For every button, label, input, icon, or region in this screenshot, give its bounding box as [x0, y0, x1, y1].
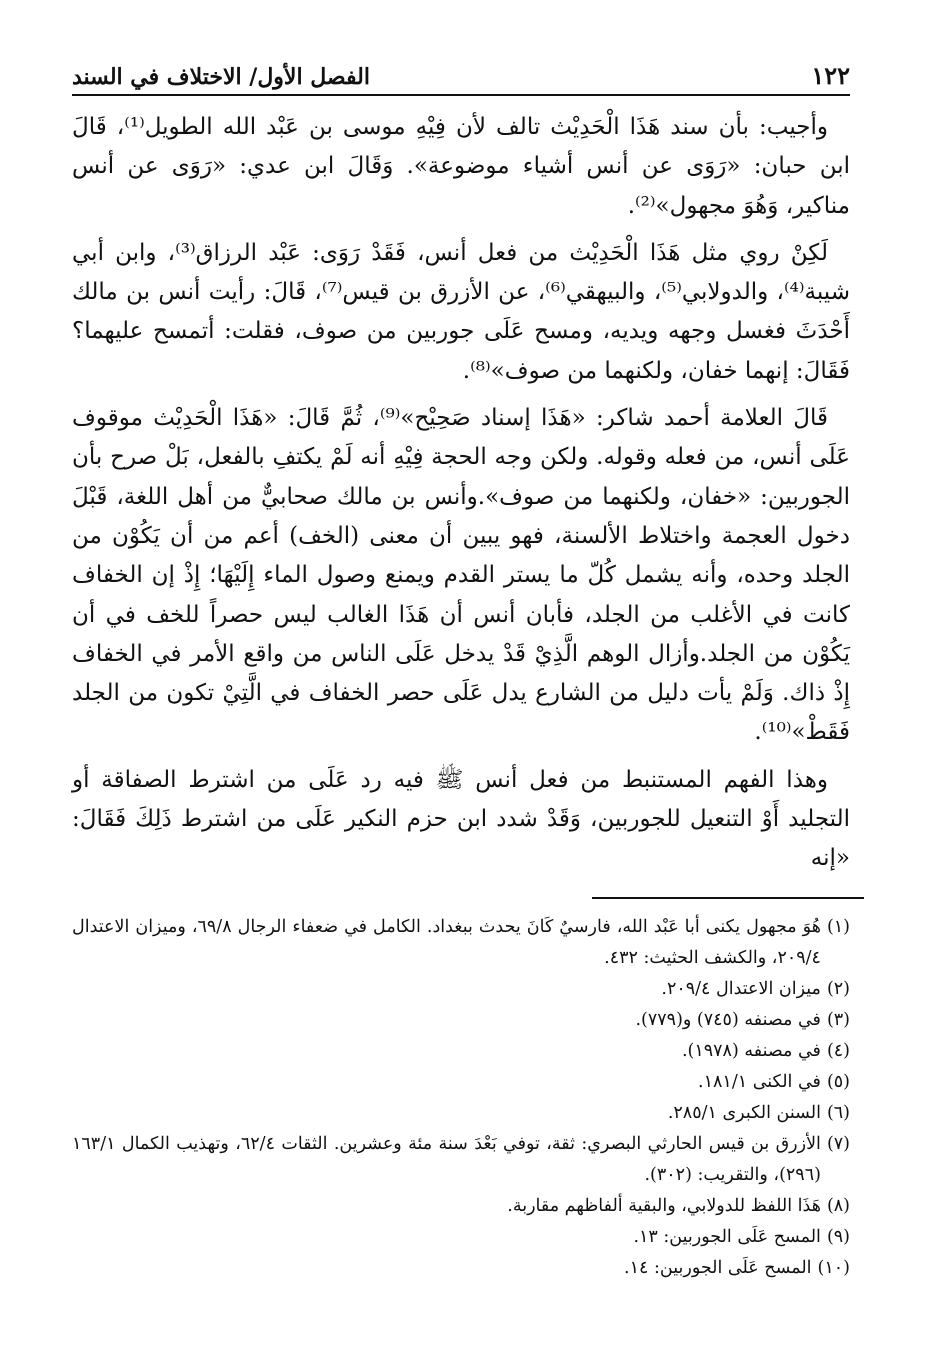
footnote-text: ميزان الاعتدال ٢٠٩/٤.: [661, 979, 821, 999]
footnote-number: (٧): [826, 1134, 850, 1154]
footnote: [72, 1191, 850, 1222]
footnote-number: (٢): [826, 979, 850, 999]
footnote: [72, 912, 850, 974]
footnote-text: الأزرق بن قيس الحارثي البصري: ثقة، توفي بَعْدَ سنة مئة وعشرين. الثقات ٦٢/٤، وتهذيب الكمال ١٦٣/١ (٢٩٦)، والتقريب: (٣٠٢).: [72, 1134, 821, 1185]
footnote-number: (٩): [826, 1227, 850, 1247]
footnote-text: المسح عَلَى الجوربين: ١٣.: [633, 1227, 821, 1247]
paragraph: قَالَ العلامة أحمد شاكر: «هَذَا إسناد صَحِيْح»⁽⁹⁾، ثُمَّ قَالَ: «هَذَا الْحَدِيْث موقوف عَلَى أنس، من فعله وقوله. ولكن وجه الحجة فِيْهِ أنه لَمْ يكتفِ بالفعل، بَلْ صرح بأن الجوربين: «خفان، ولكنهما من صوف».وأنس بن مالك صحابيٌّ من أهل اللغة، قَبْلَ دخول العجمة واختلاط الألسنة، فهو يبين أن معنى (الخف) أعم من أن يَكُوْن من الجلد وحده، وأنه يشمل كُلّ ما يستر القدم ويمنع وصول الماء إِلَيْهَا؛ إِذْ إن الخفاف كانت في الأغلب من الجلد، فأبان أنس أن هَذَا الغالب ليس حصراً للخف في أن يَكُوْن من الجلد.وأزال الوهم الَّذِيْ قَدْ يدخل عَلَى الناس من واقع الأمر في الخفاف إِذْ ذاك. وَلَمْ يأت دليل من الشارع يدل عَلَى حصر الخفاف في الَّتِيْ تكون من الجلد فَقَطْ»⁽¹⁰⁾.: [72, 405, 850, 746]
paragraph: وهذا الفهم المستنبط من فعل أنس ﷺ فيه رد عَلَى من اشترط الصفاقة أو التجليد أَوْ التنعيل للجوربين، وَقَدْ شدد ابن حزم النكير عَلَى من اشترط ذَلِكَ فَقَالَ: «إنه: [72, 766, 850, 872]
footnote: [72, 1067, 850, 1098]
footnote-text: في الكنى ١٨١/١.: [698, 1072, 821, 1092]
page-header: [72, 56, 850, 96]
footnote: [72, 1253, 850, 1284]
footnote: [72, 1129, 850, 1191]
footnote-text: في مصنفه (١٩٧٨).: [681, 1041, 821, 1061]
footnote-number: (٣): [826, 1010, 850, 1030]
footnote-number: (١): [826, 917, 850, 937]
footnote-text: السنن الكبرى ٢٨٥/١.: [667, 1103, 821, 1123]
page-number: ١٢٢: [811, 61, 850, 90]
footnote-number: (٤): [826, 1041, 850, 1061]
footnote: [72, 1098, 850, 1129]
footnote: [72, 1005, 850, 1036]
footnote-divider: [592, 897, 864, 899]
footnote: [72, 1036, 850, 1067]
footnote-text: هَذَا اللفظ للدولابي، والبقية ألفاظهم مقاربة.: [507, 1196, 821, 1216]
footnote: [72, 974, 850, 1005]
footnote-number: (٦): [826, 1103, 850, 1123]
footnote-number: (٥): [826, 1072, 850, 1092]
footnote-number: (٨): [826, 1196, 850, 1216]
main-text: [72, 108, 850, 887]
running-title: الفصل الأول/ الاختلاف في السند: [72, 64, 370, 90]
footnote-text: هُوَ مجهول يكنى أبا عَبْد الله، فارسيٌ كَانَ يحدث ببغداد. الكامل في ضعفاء الرجال ٦٩/٨، وميزان الاعتدال ٢٠٩/٤، والكشف الحثيث: ٤٣٢.: [72, 917, 821, 968]
footnote-text: المسح عَلَى الجوربين: ١٤.: [624, 1258, 812, 1278]
footnotes: [72, 912, 850, 1284]
footnote-number: (١٠): [817, 1258, 850, 1278]
footnote-text: في مصنفه (٧٤٥) و(٧٧٩).: [635, 1010, 821, 1030]
paragraph: لَكِنْ روي مثل هَذَا الْحَدِيْث من فعل أنس، فَقَدْ رَوَى: عَبْد الرزاق⁽³⁾، وابن أبي شيبة⁽⁴⁾، والدولابي⁽⁵⁾، والبيهقي⁽⁶⁾، عن الأزرق بن قيس⁽⁷⁾، قَالَ: رأيت أنس بن مالك أَحْدَثَ فغسل وجهه ويديه، ومسح عَلَى جوربين من صوف، فقلت: أتمسح عليهما؟ فَقَالَ: إنهما خفان، ولكنهما من صوف»⁽⁸⁾.: [72, 239, 851, 384]
footnote: [72, 1222, 850, 1253]
paragraph: وأجيب: بأن سند هَذَا الْحَدِيْث تالف لأن فِيْهِ موسى بن عَبْد الله الطويل⁽¹⁾، قَالَ ابن حبان: «رَوَى عن أنس أشياء موضوعة». وَقَالَ ابن عدي: «رَوَى عن أنس مناكير، وَهُوَ مجهول»⁽²⁾.: [72, 114, 850, 219]
